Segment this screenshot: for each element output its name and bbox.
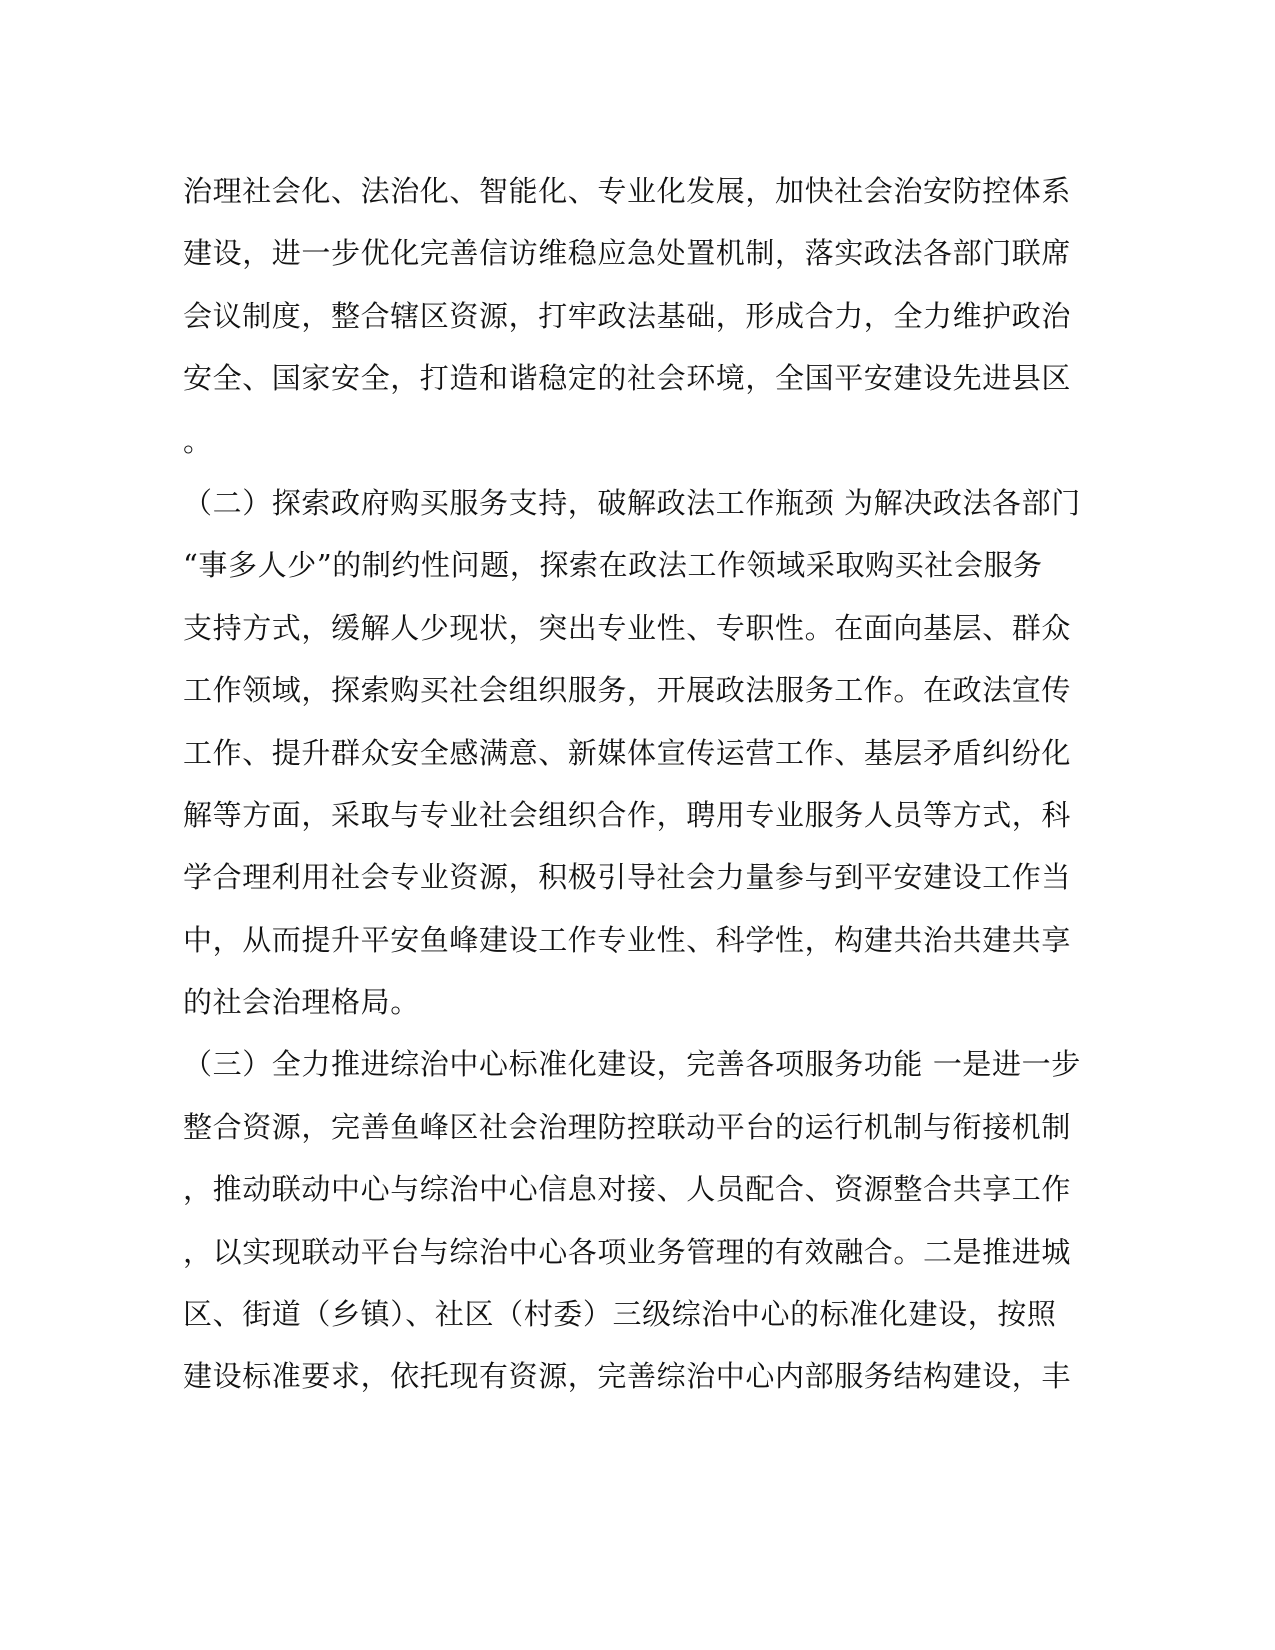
text-line-6: （二）探索政府购买服务支持，破解政法工作瓶颈 为解决政法各部门: [183, 485, 1081, 520]
text-line-14: 的社会治理格局。: [183, 985, 420, 1020]
text-line-4: 安全、国家安全，打造和谐稳定的社会环境，全国平安建设先进县区: [183, 361, 1072, 396]
text-line-12: 学合理利用社会专业资源，积极引导社会力量参与到平安建设工作当: [183, 860, 1072, 895]
text-line-2: 建设，进一步优化完善信访维稳应急处置机制，落实政法各部门联席: [183, 236, 1072, 271]
text-line-5: 。: [183, 423, 213, 458]
text-line-3: 会议制度，整合辖区资源，打牢政法基础，形成合力，全力维护政治: [183, 298, 1072, 333]
text-line-13: 中，从而提升平安鱼峰建设工作专业性、科学性，构建共治共建共享: [183, 922, 1072, 957]
text-line-20: 建设标准要求，依托现有资源，完善综治中心内部服务结构建设，丰: [183, 1359, 1072, 1394]
text-line-17: ，推动联动中心与综治中心信息对接、人员配合、资源整合共享工作: [183, 1172, 1072, 1207]
text-line-11: 解等方面，采取与专业社会组织合作，聘用专业服务人员等方式，科: [183, 797, 1072, 832]
text-line-18: ，以实现联动平台与综治中心各项业务管理的有效融合。二是推进城: [183, 1234, 1072, 1269]
text-line-10: 工作、提升群众安全感满意、新媒体宣传运营工作、基层矛盾纠纷化: [183, 735, 1072, 770]
text-line-15: （三）全力推进综治中心标准化建设，完善各项服务功能 一是进一步: [183, 1047, 1081, 1082]
text-line-7: “事多人少”的制约性问题，探索在政法工作领域采取购买社会服务: [183, 548, 1043, 583]
text-line-8: 支持方式，缓解人少现状，突出专业性、专职性。在面向基层、群众: [183, 610, 1072, 645]
text-line-16: 整合资源，完善鱼峰区社会治理防控联动平台的运行机制与衔接机制: [183, 1109, 1072, 1144]
body-text: [183, 160, 1081, 1408]
text-line-9: 工作领域，探索购买社会组织服务，开展政法服务工作。在政法宣传: [183, 673, 1072, 708]
text-line-1: 治理社会化、法治化、智能化、专业化发展，加快社会治安防控体系: [183, 174, 1072, 208]
text-line-19: 区、街道（乡镇）、社区（村委）三级综治中心的标准化建设，按照: [183, 1297, 1057, 1332]
